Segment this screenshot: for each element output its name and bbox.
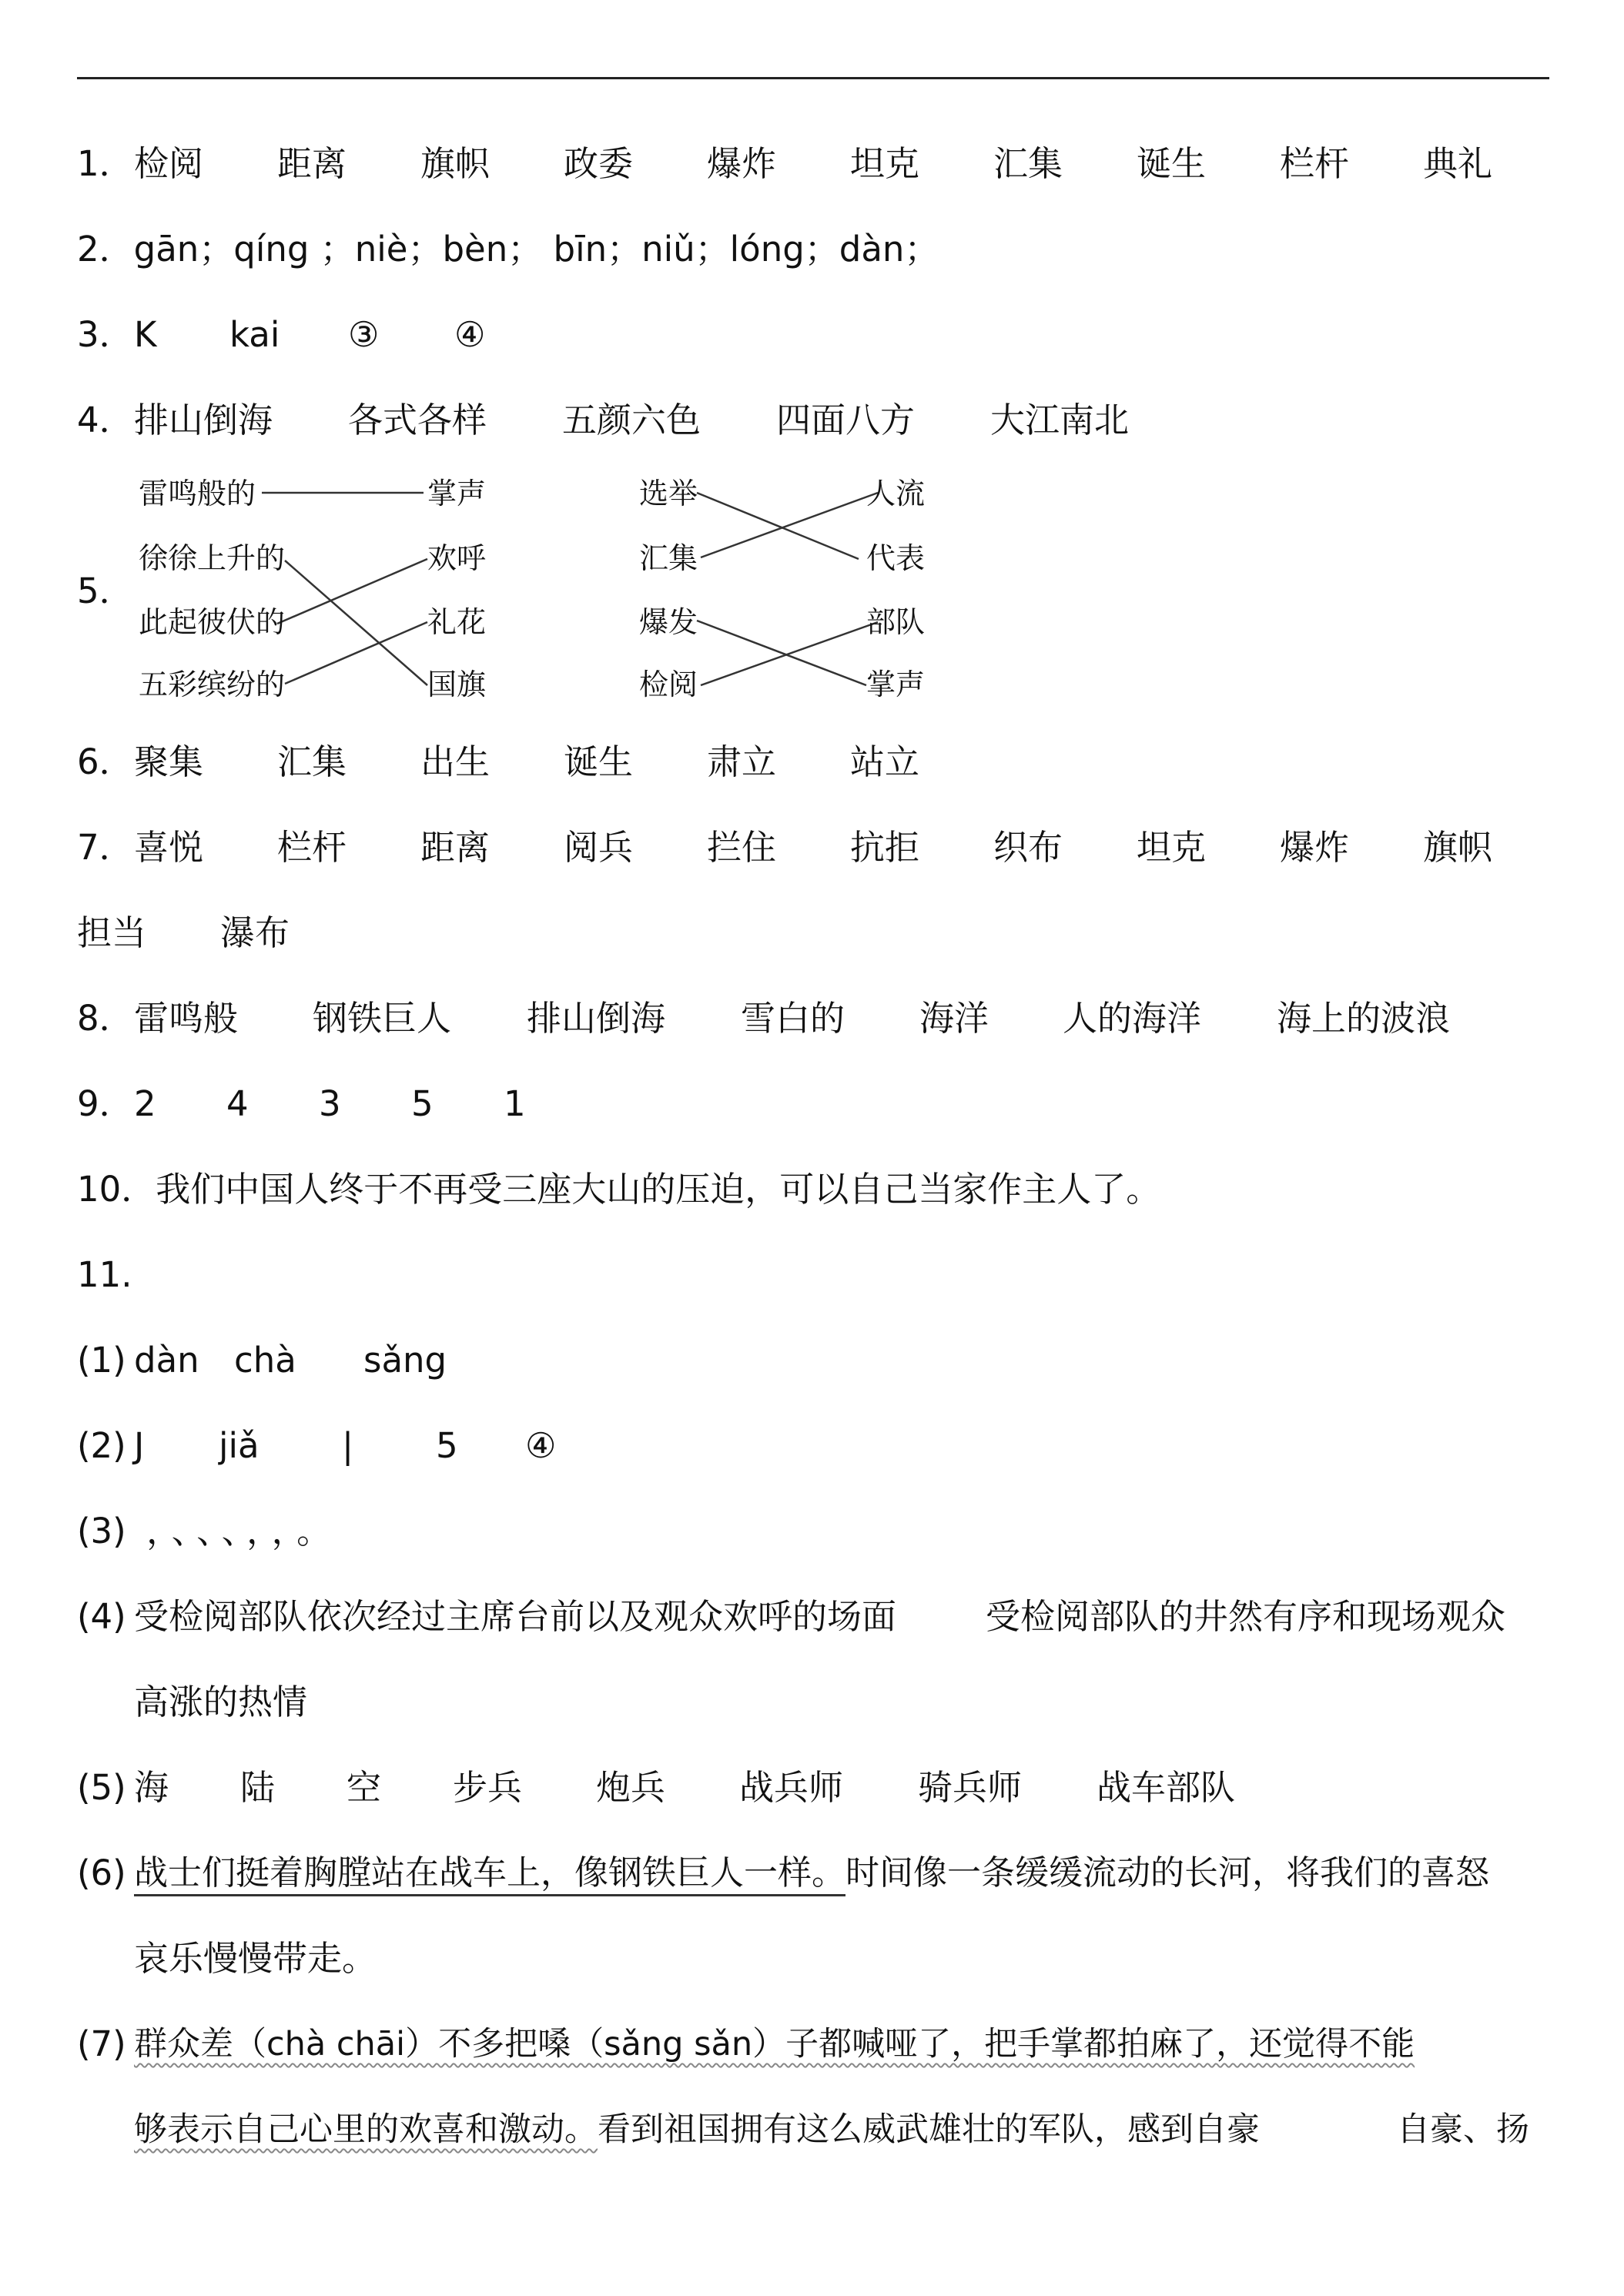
word: 拦住	[707, 827, 777, 868]
answer-11	[77, 1252, 132, 1298]
word: 喜悦	[134, 827, 204, 868]
answer-number: 8．	[77, 998, 134, 1039]
answer-text: 自豪、扬	[1397, 2110, 1529, 2149]
order-number: 5	[411, 1083, 434, 1124]
word: 汇集	[277, 741, 347, 782]
word: 坦克	[1137, 827, 1207, 868]
phrase: 钢铁巨人	[313, 998, 452, 1039]
word: 检阅	[134, 143, 204, 184]
answer-number: 5．	[77, 571, 134, 611]
word: 政委	[564, 143, 634, 184]
word: 聚集	[134, 741, 204, 782]
answer-8	[77, 996, 1540, 1042]
answer-sentence: 我们中国人终于不再受三座大山的压迫，可以自己当家作主人了。	[156, 1169, 1161, 1210]
answer-text: 哀乐慢慢带走。	[134, 1938, 377, 1979]
sub-answer-1	[77, 1337, 616, 1384]
sub-answer-4-continued	[134, 1679, 307, 1725]
answer-1	[77, 141, 1549, 187]
answer-4	[77, 397, 1309, 443]
letter: K	[134, 314, 157, 355]
syllable: kai	[229, 314, 280, 355]
sub-label: (5)	[77, 1767, 126, 1808]
idiom: 五颜六色	[562, 400, 702, 440]
match-right-item: 礼花	[427, 605, 487, 639]
order-number: 4	[226, 1083, 249, 1124]
word: 栏杆	[1280, 143, 1350, 184]
answer-7	[77, 825, 1549, 871]
word: 炮兵	[596, 1767, 666, 1808]
letter: J	[134, 1425, 145, 1466]
phrase: 雪白的	[741, 998, 845, 1039]
word: 诞生	[564, 741, 634, 782]
match-left-item: 爆发	[639, 605, 698, 639]
word: 旗帜	[420, 143, 491, 184]
word: 空	[347, 1767, 382, 1808]
sub-label: (3)	[77, 1511, 126, 1551]
answer-number: 11.	[77, 1254, 132, 1295]
word: 距离	[420, 827, 491, 868]
word: 陆	[240, 1767, 276, 1808]
word: 坦克	[850, 143, 920, 184]
stroke-count: 5	[436, 1425, 458, 1466]
match-left-item: 五彩缤纷的	[139, 668, 286, 701]
answer-number: 9．	[77, 1083, 134, 1124]
match-right-item: 人流	[866, 477, 926, 510]
match-left-item: 雷鸣般的	[139, 477, 256, 510]
sub-answer-3	[77, 1508, 339, 1555]
punctuation-list: ，、、、，，。	[146, 1511, 340, 1551]
answer-7-continued	[77, 910, 539, 956]
circled-number: ③	[348, 314, 380, 355]
circled-number: ④	[525, 1425, 557, 1466]
phrase: 人的海洋	[1063, 998, 1202, 1039]
word: 瀑布	[220, 912, 290, 953]
answer-number: 3．	[77, 314, 134, 355]
match-right-item: 部队	[866, 605, 926, 639]
word: 栏杆	[277, 827, 347, 868]
circled-number: ④	[454, 314, 486, 355]
word: 织布	[993, 827, 1063, 868]
word: 典礼	[1423, 143, 1493, 184]
phrase: 海上的波浪	[1277, 998, 1451, 1039]
idiom: 四面八方	[776, 400, 916, 440]
sub-label: (4)	[77, 1596, 126, 1637]
word: 海	[134, 1767, 169, 1808]
answer-text: 时间像一条缓缓流动的长河，将我们的喜怒	[845, 1853, 1489, 1893]
word: 诞生	[1137, 143, 1207, 184]
answer-5-number	[77, 568, 134, 614]
order-number: 2	[134, 1083, 156, 1124]
sub-label: (1)	[77, 1340, 126, 1381]
match-left-item: 此起彼伏的	[139, 605, 286, 639]
match-left-item: 选举	[639, 477, 698, 510]
idiom: 排山倒海	[134, 400, 273, 440]
word: 出生	[420, 741, 491, 782]
match-right-item: 掌声	[866, 668, 926, 701]
answer-number: 10．	[77, 1169, 156, 1210]
answer-text: 高涨的热情	[134, 1682, 308, 1722]
sub-label: (2)	[77, 1425, 126, 1466]
sub-answer-7	[77, 2021, 1549, 2067]
pinyin: dàn	[134, 1340, 199, 1381]
pinyin-list: gān；qíng ；niè；bèn； bīn；niǔ；lóng；dàn；	[133, 229, 939, 269]
match-left-item: 汇集	[639, 541, 698, 575]
sub-answer-6-continued	[134, 1936, 377, 1982]
answer-text: 受检阅部队依次经过主席台前以及观众欢呼的场面	[134, 1596, 897, 1637]
answer-2	[77, 226, 939, 273]
order-number: 3	[319, 1083, 341, 1124]
answer-number: 7．	[77, 827, 134, 868]
word: 距离	[277, 143, 347, 184]
sub-label: (7)	[77, 2023, 126, 2064]
pinyin: chà	[234, 1340, 296, 1381]
syllable: jiǎ	[219, 1425, 260, 1466]
answer-6	[77, 739, 1155, 785]
answer-number: 6．	[77, 741, 134, 782]
phrase: 雷鸣般	[134, 998, 239, 1039]
word: 抗拒	[850, 827, 920, 868]
sub-answer-5	[77, 1765, 1386, 1811]
match-left-item: 徐徐上升的	[139, 541, 286, 575]
word: 战车部队	[1097, 1767, 1236, 1808]
stroke: |	[342, 1425, 354, 1466]
answer-number: 2．	[77, 229, 134, 269]
underlined-sentence: 战士们挺着胸膛站在战车上，像钢铁巨人一样。	[134, 1853, 845, 1896]
word: 爆炸	[1280, 827, 1350, 868]
word: 旗帜	[1423, 827, 1493, 868]
word: 骑兵师	[918, 1767, 1023, 1808]
idiom: 大江南北	[990, 400, 1130, 440]
top-rule	[77, 77, 1549, 79]
word: 战兵师	[739, 1767, 844, 1808]
order-number: 1	[504, 1083, 526, 1124]
sentence-line	[134, 2107, 1260, 2153]
answer-text: 看到祖国拥有这么威武雄壮的军队，感到自豪	[598, 2110, 1260, 2149]
pinyin: sǎng	[363, 1340, 447, 1381]
sub-answer-4	[77, 1594, 1549, 1640]
word: 汇集	[993, 143, 1063, 184]
wavy-underlined-sentence: 群众差（chà chāi）不多把嗓（sǎng sǎn）子都喊哑了，把手掌都拍麻了，还觉得不能	[134, 2025, 1415, 2063]
idiom: 各式各样	[348, 400, 487, 440]
sub-answer-7-continued	[134, 2107, 1549, 2153]
word: 肃立	[707, 741, 777, 782]
answer-number: 4．	[77, 400, 134, 440]
word: 爆炸	[707, 143, 777, 184]
sub-label: (6)	[77, 1853, 126, 1893]
answer-number: 1．	[77, 143, 134, 184]
word: 站立	[850, 741, 920, 782]
match-right-item: 国旗	[427, 668, 487, 701]
word: 担当	[77, 912, 147, 953]
match-left-item: 检阅	[639, 668, 698, 701]
sub-answer-2	[77, 1423, 616, 1469]
word: 步兵	[453, 1767, 523, 1808]
answer-10	[77, 1166, 1160, 1213]
answer-9	[77, 1081, 616, 1127]
sub-answer-6	[77, 1850, 1549, 1896]
answer-text: 受检阅部队的井然有序和现场观众	[986, 1596, 1506, 1637]
match-right-item: 代表	[866, 541, 926, 575]
match-right-item: 欢呼	[427, 541, 487, 575]
answer-3	[77, 312, 693, 358]
matching-diagram	[139, 470, 947, 708]
sentence-line	[134, 1850, 1489, 1896]
word: 阅兵	[564, 827, 634, 868]
phrase: 排山倒海	[527, 998, 666, 1039]
wavy-underlined-sentence: 够表示自己心里的欢喜和激动。	[134, 2110, 598, 2149]
match-right-item: 掌声	[427, 477, 487, 510]
phrase: 海洋	[919, 998, 989, 1039]
